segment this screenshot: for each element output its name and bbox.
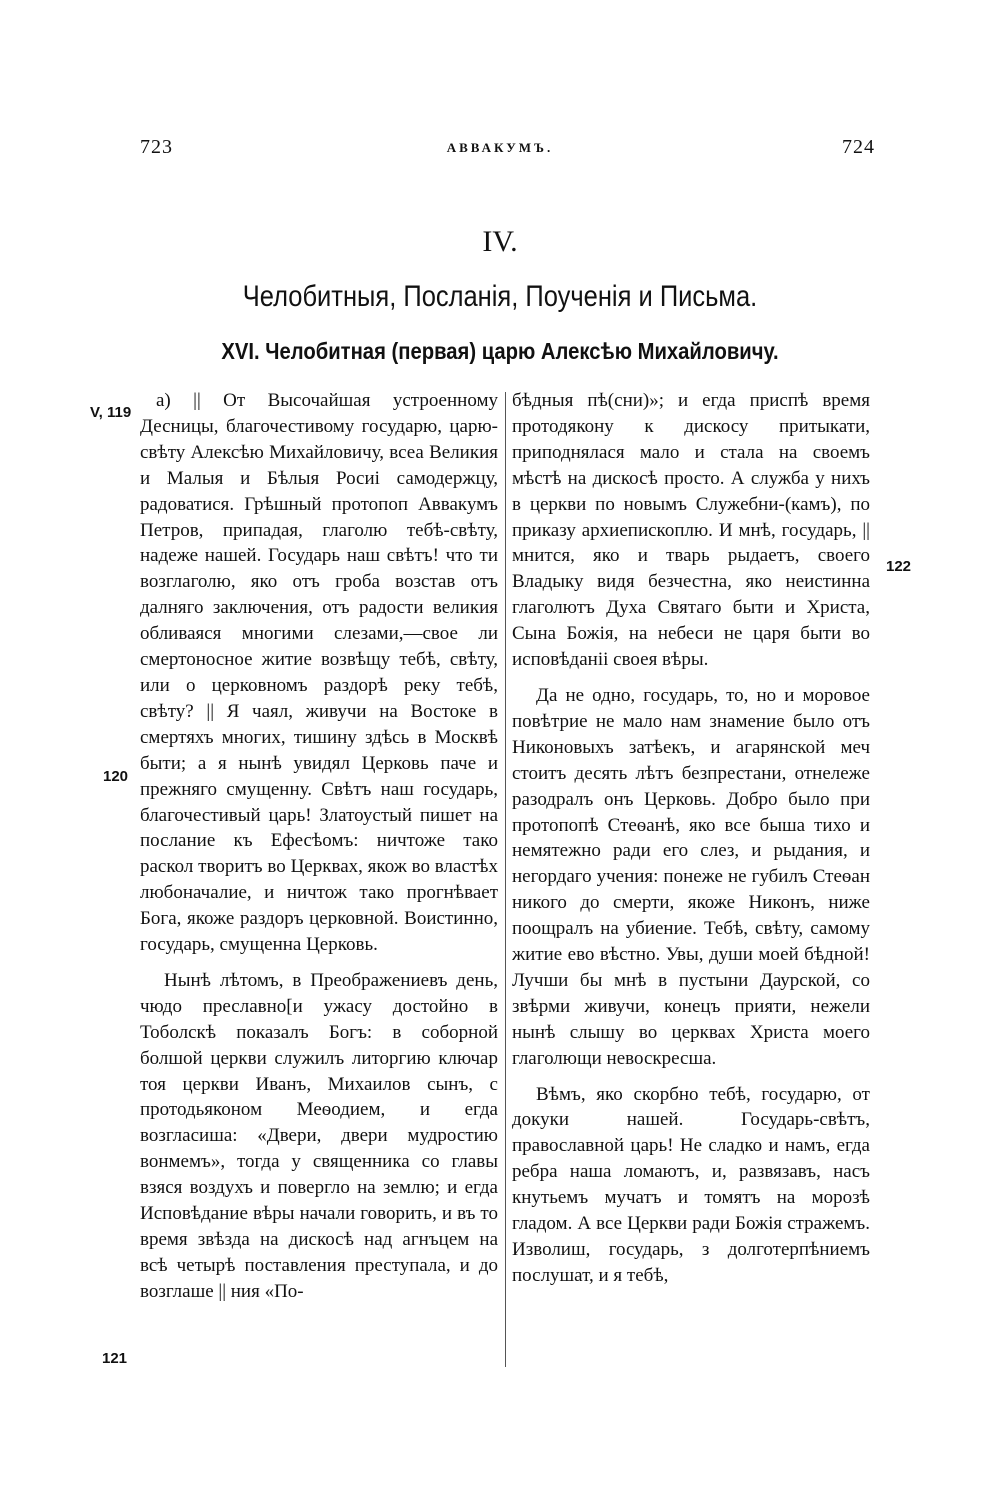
paragraph: а) || От Высочайшая устроенному Десницы, благочестивому государю, царю-свѣту Алексѣю Михайловичу, всеа Великия и Малыя и Бѣлыя Росиі самодержцу, радоватися. Грѣшный протопоп Аввакумъ Петров, припадая, глаголю тебѣ-свѣту, надеже нашей. Государь наш свѣтъ! что ти возглаголю, яко отъ гроба возстав отъ далняго заключения, отъ радости великия обливаяся многими слезами,—свое ли смертоносное житие возвѣщу тебѣ, свѣту, или о церковномъ раздорѣ реку тебѣ, свѣту? || Я чаял, живучи на Востоке в смертяхъ многих, тишину здѣсь в Москвѣ быти; а я нынѣ увидял Церковь паче и прежняго смущенну. Свѣтъ наш государь, благочестивый царь! Златоустый пишет на послание къ Ефесѣомъ: ничтоже тако раскол творитъ во Церквах, якож во властѣх любоначалие, и ничтож тако прогнѣвает Бога, якоже раздоръ церковной. Воистинно, государь, смущенна Церковь. (140, 390, 498, 956)
margin-note: 121 (102, 1350, 128, 1367)
part-title: Челобитныя, Посланія, Поученія и Письма. (242, 280, 758, 313)
paragraph: Вѣмъ, яко скорбно тебѣ, государю, от докуки нашей. Государь-свѣтъ, православной царь! Не сладко и намъ, егда ребра наша ломаютъ, и, развязавъ, насъ кнутьемъ мучатъ и томятъ на морозѣ гладом. А все Церкви ради Божія стражемъ. Изволиш, государь, з долготерпѣниемъ послушат, и я тебѣ, (512, 1083, 870, 1286)
part-number: IV. (482, 225, 518, 258)
margin-note: 120 (103, 768, 129, 785)
paragraph: Да не одно, государь, то, но и моровое повѣтрие не мало нам знамение было отъ Никоновыхъ затѣекъ, и агарянской меч стоитъ десять лѣтъ безпрестани, отнележе разодралъ онъ Церковь. Добро было при протопопѣ Стеѳанѣ, яко все быша тихо и немятежно ради его слез, и рыдания, и негордаго учения: понеже не губилъ Стеѳан никого до смерти, якоже Никонъ, ниже поощралъ на убиение. Тебѣ, свѣту, самому житие ево вѣстно. Увы, души моей бѣдной! Лучши бы мнѣ в пустыни Даурской, со звѣрми живучи, конецъ прияти, нежели нынѣ слышу во церквах Христа моего глаголющи невоскресша. (512, 684, 870, 1069)
left-column (140, 388, 498, 1315)
margin-note: V, 119 (90, 404, 132, 421)
margin-note: 122 (886, 558, 912, 575)
column-divider (505, 392, 506, 1367)
right-column (512, 388, 870, 1299)
paragraph: бѣдныя пѣ(сни)»; и егда приспѣ время протодякону к дискосу притыкати, приподнялася мало и стала на своемъ мѣстѣ на дискосѣ просто. А служба у нихъ в церкви по новымъ Служебни-(камъ), по приказу архиепископлю. И мнѣ, государь, || мнится, яко и тварь рыдаетъ, своего Владыку видя безчестна, яко неистинна глаголютъ Духа Святаго быти и Христа, Сына Божія, на небеси не царя быти во исповѣданіі своея вѣры. (512, 390, 870, 671)
paragraph: Нынѣ лѣтомъ, в Преображениевъ день, чюдо преславно[и ужасу достойно в Тоболскѣ показалъ Богъ: в соборной болшой церкви служилъ литоргию ключар тоя церкви Иванъ, Михаилов сынъ, с протодьяконом Меѳодием, и егда возгласиша: «Двери, двери мудростию вонмемъ», тогда у священника со главы взяся воздухъ и повергло на землю; и егда Исповѣдание вѣры начали говорить, и въ то время звѣзда на дискосѣ над агнъцем на всѣ четырѣ поставления преступала, и до возглашe || ния «По- (140, 969, 498, 1302)
page-number-right: 724 (842, 136, 875, 158)
section-title: XVI. Челобитная (первая) царю Алексѣю Михайловичу. (221, 338, 779, 364)
running-head: АВВАКУМЪ. (446, 140, 554, 155)
page-number-left: 723 (140, 136, 173, 158)
